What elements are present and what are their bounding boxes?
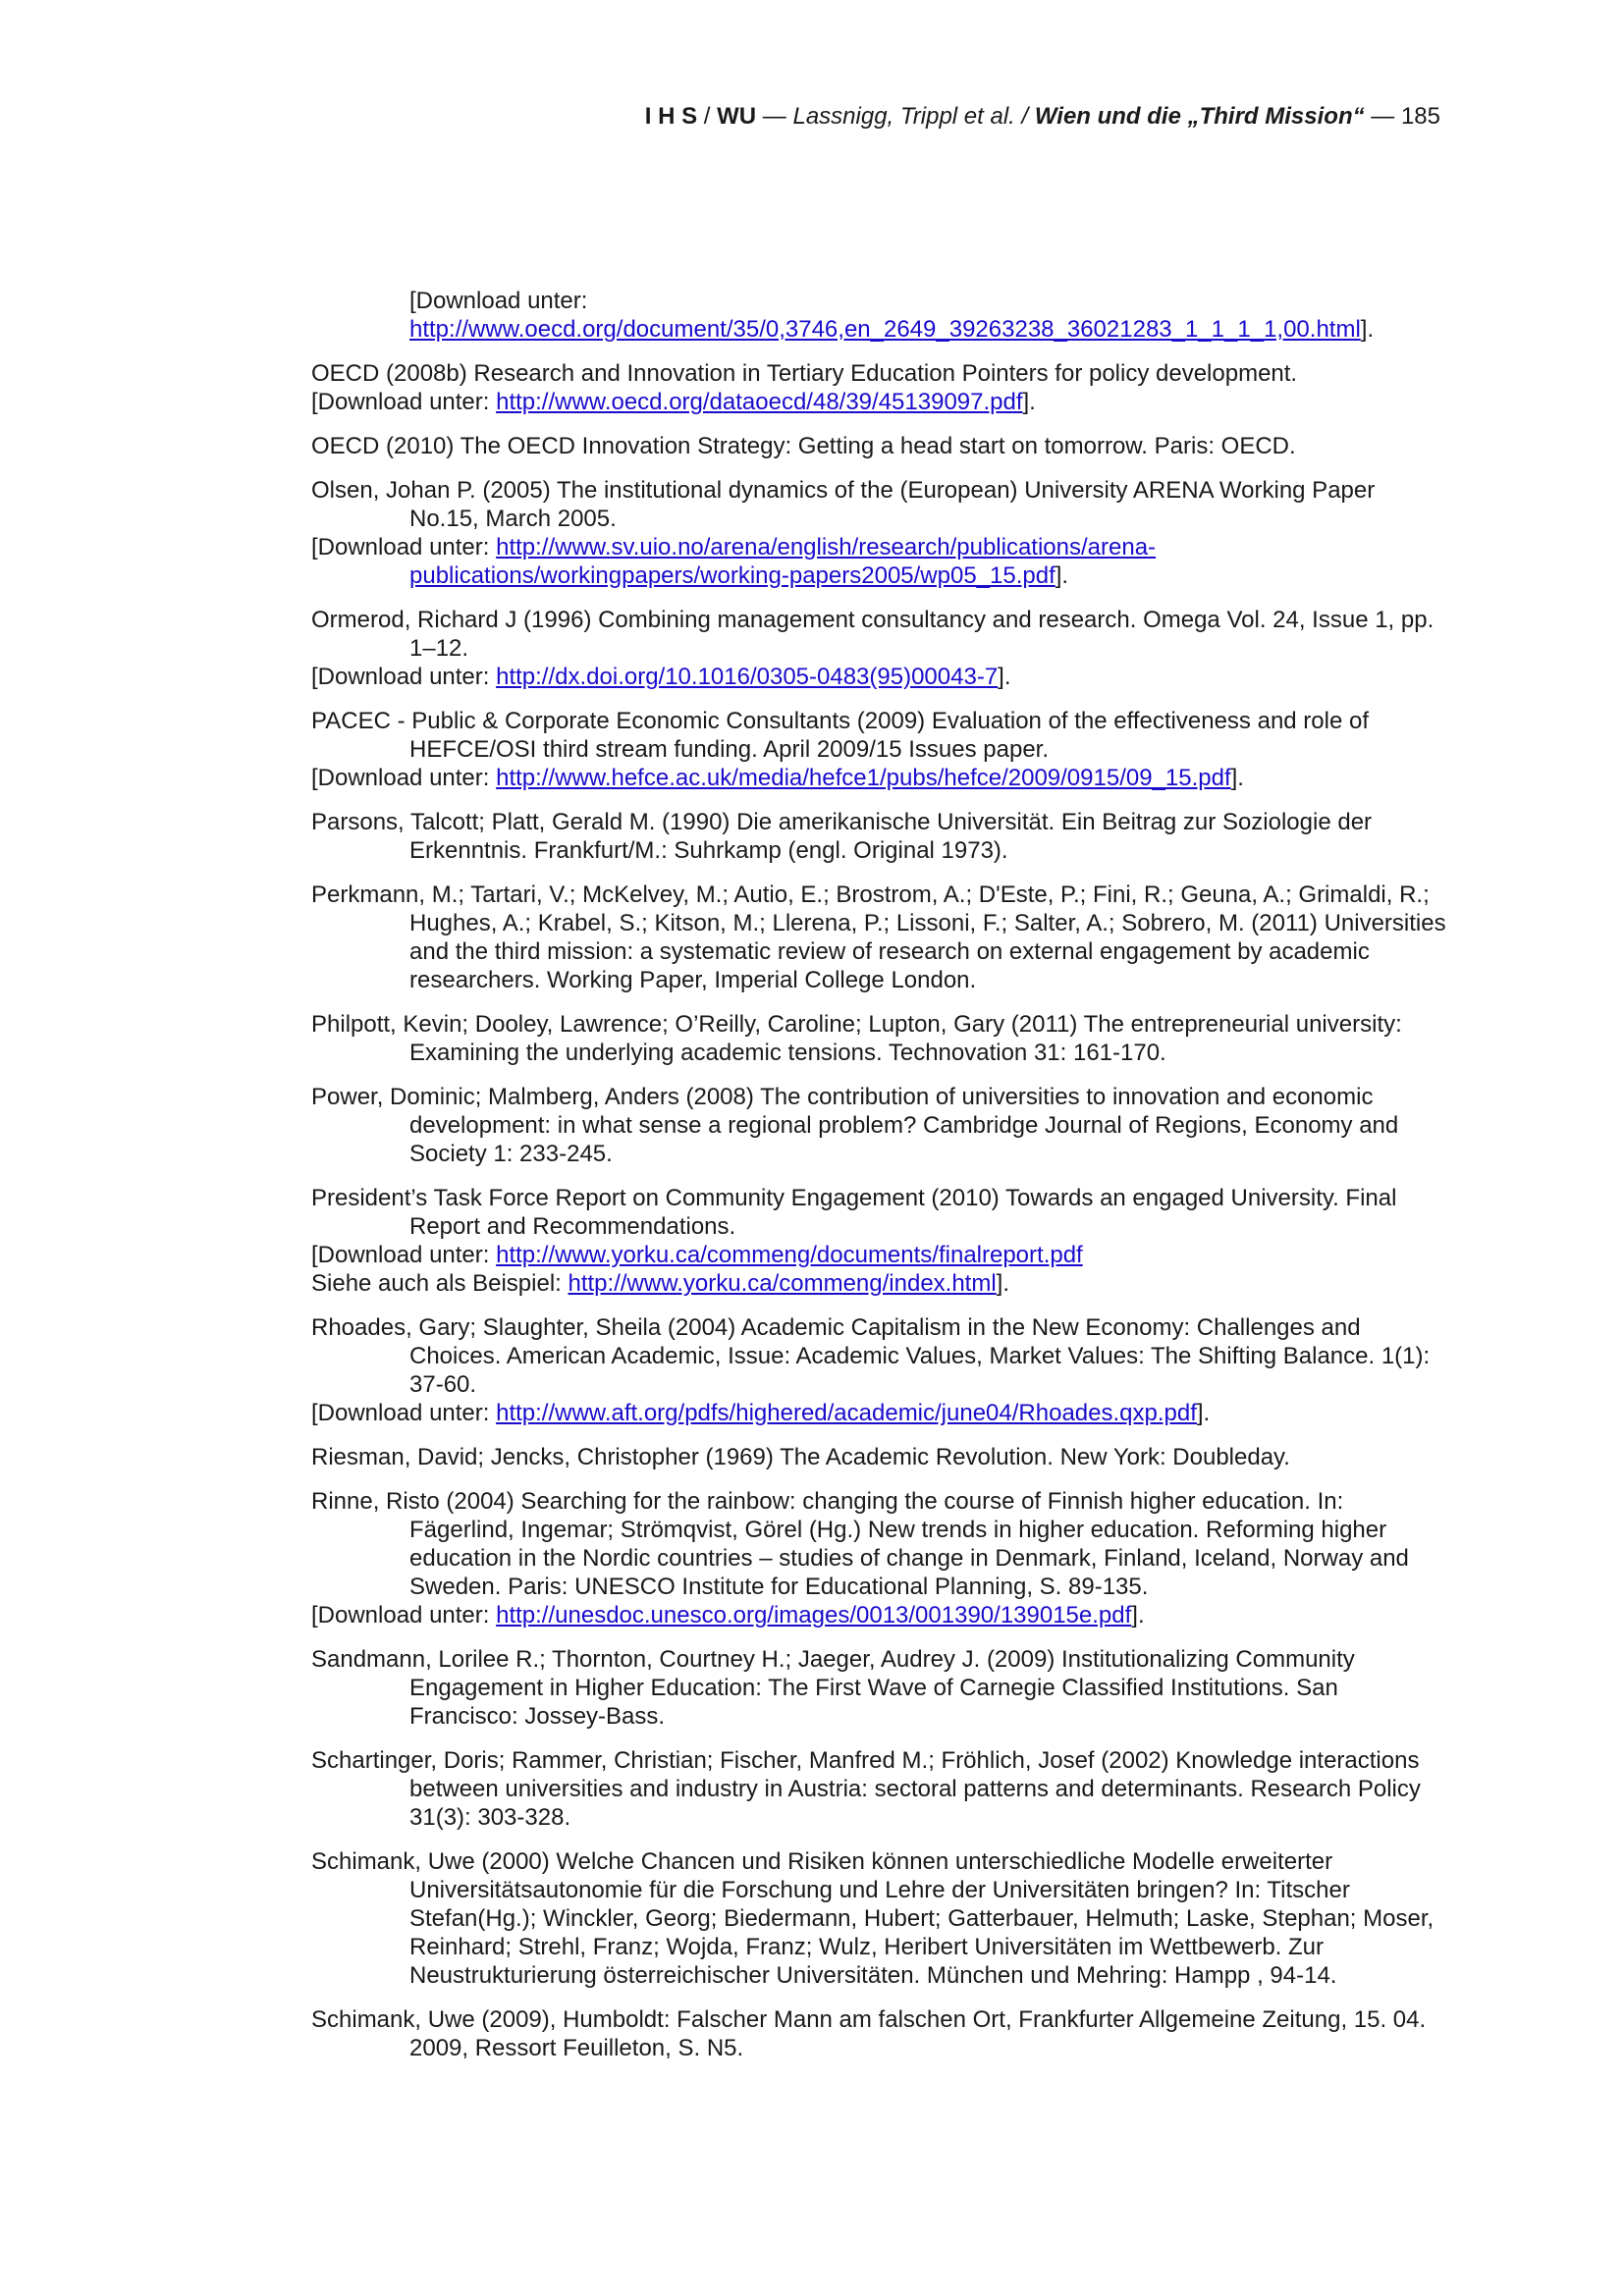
link-suffix: ]. [1196,1400,1211,1426]
reference-entry [311,1746,1450,1832]
reference-text: Power, Dominic; Malmberg, Anders (2008) The contribution of universities to innovation and economic development: in what sense a regional problem? Cambridge Journal of Regions, Economy and Society 1: 233-245. [311,1084,1399,1167]
reference-text: Philpott, Kevin; Dooley, Lawrence; O’Reilly, Caroline; Lupton, Gary (2011) The entrepreneurial university: Examining the underlying academic tensions. Technovation 31: 161-170. [311,1011,1402,1066]
header-dash: — [756,103,793,130]
header-ihs: I H S [644,103,698,130]
reference-entry [311,1645,1450,1731]
reference-link[interactable]: http://www.yorku.ca/commeng/index.html [568,1270,997,1297]
reference-entry [311,1313,1450,1427]
reference-link[interactable]: http://unesdoc.unesco.org/images/0013/001390/139015e.pdf [496,1602,1132,1629]
header-authors: Lassnigg, Trippl et al. / [792,103,1035,130]
reference-text: OECD (2010) The OECD Innovation Strategy: Getting a head start on tomorrow. Paris: OECD. [311,433,1296,459]
header-dash-2: — [1364,103,1401,130]
download-note: [Download unter: [311,1242,497,1268]
reference-entry [311,432,1450,460]
download-note: [Download unter: [311,1400,497,1426]
download-note: [Download unter: [311,1602,497,1629]
reference-entry [311,476,1450,590]
reference-text: Riesman, David; Jencks, Christopher (1969) The Academic Revolution. New York: Doubleday. [311,1444,1290,1470]
header-sep: / [697,103,718,130]
reference-link[interactable]: http://dx.doi.org/10.1016/0305-0483(95)00043-7 [496,664,999,690]
reference-text: OECD (2008b) Research and Innovation in Tertiary Education Pointers for policy development. [311,360,1298,387]
reference-link[interactable]: http://www.yorku.ca/commeng/documents/finalreport.pdf [496,1242,1083,1268]
link-suffix: ]. [996,1270,1010,1297]
reference-entry [311,2005,1450,2062]
reference-list [311,287,1450,2078]
reference-link[interactable]: http://www.hefce.ac.uk/media/hefce1/pubs/hefce/2009/0915/09_15.pdf [496,765,1231,791]
reference-link[interactable]: http://www.oecd.org/dataoecd/48/39/45139097.pdf [496,389,1023,415]
reference-entry [311,1847,1450,1990]
reference-text: PACEC - Public & Corporate Economic Consultants (2009) Evaluation of the effectiveness and role of HEFCE/OSI third stream funding. April 2009/15 Issues paper. [311,708,1370,763]
download-note: [Download unter: [311,534,497,561]
reference-text: Parsons, Talcott; Platt, Gerald M. (1990) Die amerikanische Universität. Ein Beitrag zur Soziologie der Erkenntnis. Frankfurt/M.: Suhrkamp (engl. Original 1973). [311,809,1373,864]
reference-entry [311,606,1450,691]
download-note: [Download unter: [311,664,497,690]
reference-link[interactable]: http://www.aft.org/pdfs/highered/academic/june04/Rhoades.qxp.pdf [496,1400,1197,1426]
reference-link[interactable]: http://www.sv.uio.no/arena/english/research/publications/arena-publications/workingpapers/working-papers2005/wp05_15.pdf [409,534,1157,589]
page-number: 185 [1400,103,1440,130]
reference-text: Ormerod, Richard J (1996) Combining management consultancy and research. Omega Vol. 24, Issue 1, pp. 1–12. [311,607,1435,662]
link-suffix: ]. [1230,765,1244,791]
download-note: [Download unter: [409,288,588,314]
reference-text: Schimank, Uwe (2000) Welche Chancen und Risiken können unterschiedliche Modelle erweiterter Universitätsautonomie für die Forschung und Lehre der Universitäten bringen? In: Titscher Stefan(Hg.); Winckler, Georg; Biedermann, Hubert; Gatterbauer, Helmuth; Laske, Stephan; Moser, Reinhard; Strehl, Franz; Wojda, Franz; Wulz, Heribert Universitäten im Wettbewerb. Zur Neustrukturierung österreichischer Universitäten. München und Mehring: Hampp , 94-14. [311,1848,1435,1989]
reference-entry [311,1010,1450,1067]
reference-entry [311,808,1450,865]
header-wu: WU [717,103,757,130]
link-suffix: ]. [998,664,1011,690]
reference-text: Perkmann, M.; Tartari, V.; McKelvey, M.; Autio, E.; Brostrom, A.; D'Este, P.; Fini, R.; Geuna, A.; Grimaldi, R.; Hughes, A.; Krabel, S.; Kitson, M.; Llerena, P.; Lissoni, F.; Salter, A.; Sobrero, M. (2011) Universities and the third mission: a systematic review of research on external engagement by academic researchers. Working Paper, Imperial College London. [311,881,1446,993]
reference-text: President’s Task Force Report on Community Engagement (2010) Towards an engaged University. Final Report and Recommendations. [311,1185,1397,1240]
link-suffix: ]. [1131,1602,1145,1629]
reference-entry [311,1083,1450,1168]
download-note: [Download unter: [311,389,497,415]
reference-entry [311,1184,1450,1298]
header-title: Wien und die „Third Mission“ [1034,103,1365,130]
reference-text: Rinne, Risto (2004) Searching for the rainbow: changing the course of Finnish higher education. In: Fägerlind, Ingemar; Strömqvist, Görel (Hg.) New trends in higher education. Reforming higher education in the Nordic countries – studies of change in Denmark, Finland, Iceland, Norway and Sweden. Paris: UNESCO Institute for Educational Planning, S. 89-135. [311,1488,1409,1600]
reference-entry [311,881,1450,994]
reference-text: Schimank, Uwe (2009), Humboldt: Falscher Mann am falschen Ort, Frankfurter Allgemeine Zeitung, 15. 04. 2009, Ressort Feuilleton, S. N5. [311,2006,1427,2061]
reference-entry [311,1443,1450,1471]
reference-entry [311,707,1450,792]
download-note: [Download unter: [311,765,497,791]
running-header [645,102,1440,132]
see-also-note: Siehe auch als Beispiel: [311,1270,568,1297]
reference-text: Sandmann, Lorilee R.; Thornton, Courtney H.; Jaeger, Audrey J. (2009) Institutionalizing Community Engagement in Higher Education: The First Wave of Carnegie Classified Institutions. San Francisco: Jossey-Bass. [311,1646,1355,1730]
link-suffix: ]. [1360,316,1375,343]
reference-text: Olsen, Johan P. (2005) The institutional dynamics of the (European) University ARENA Working Paper No.15, March 2005. [311,477,1376,532]
reference-entry [311,1487,1450,1629]
link-suffix: ]. [1055,562,1069,589]
reference-text: Rhoades, Gary; Slaughter, Sheila (2004) Academic Capitalism in the New Economy: Challenges and Choices. American Academic, Issue: Academic Values, Market Values: The Shifting Balance. 1(1): 37-60. [311,1314,1431,1398]
reference-text: Schartinger, Doris; Rammer, Christian; Fischer, Manfred M.; Fröhlich, Josef (2002) Knowledge interactions between universities and industry in Austria: sectoral patterns and determinants. Research Policy 31(3): 303-328. [311,1747,1421,1831]
link-suffix: ]. [1022,389,1036,415]
reference-entry [311,359,1450,416]
reference-entry [311,287,1450,344]
reference-link[interactable]: http://www.oecd.org/document/35/0,3746,en_2649_39263238_36021283_1_1_1_1,00.html [409,316,1361,343]
